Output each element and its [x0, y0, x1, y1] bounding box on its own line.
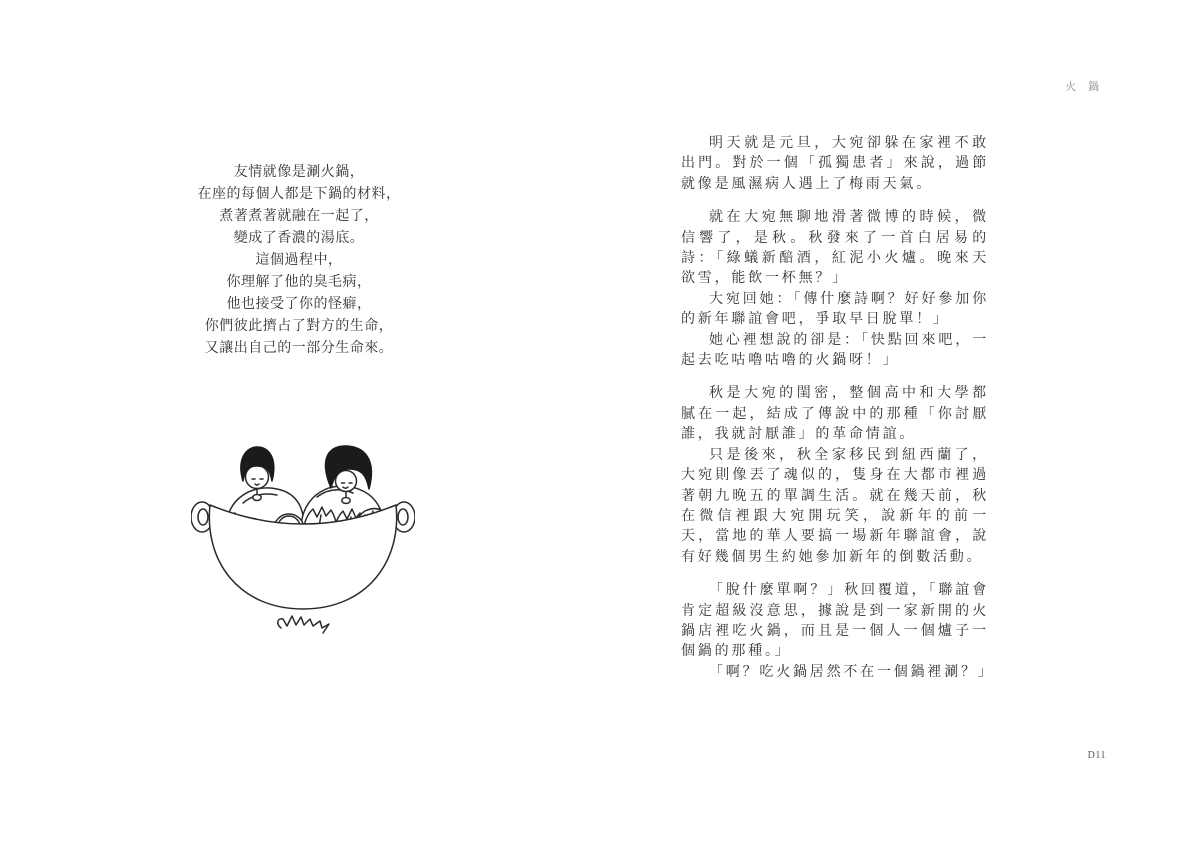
text-section — [681, 134, 989, 195]
text-section — [681, 581, 995, 683]
text-section — [681, 208, 989, 371]
poem-line: 煮著煮著就融在一起了， — [219, 209, 379, 224]
paragraph: 大宛回她：「傳什麼詩啊？好好參加你的新年聯誼會吧，爭取早日脫單！」 — [681, 291, 989, 328]
page-number: D11 — [1087, 750, 1106, 761]
paragraph: 明天就是元旦，大宛卻躲在家裡不敢出門。對於一個「孤獨患者」來說，過節就像是風濕病人遇上了梅雨天氣。 — [681, 136, 989, 192]
paragraph: 秋是大宛的閨密，整個高中和大學都膩在一起，結成了傳說中的那種「你討厭誰，我就討厭誰」的革命情誼。 — [681, 386, 989, 443]
paragraph: 她心裡想說的卻是：「快點回來吧，一起去吃咕嚕咕嚕的火鍋呀！」 — [681, 332, 989, 369]
paragraph: 只是後來，秋全家移民到紐西蘭了，大宛則像丟了魂似的，隻身在大都市裡過著朝九晚五的單調生活。就在幾天前，秋在微信裡跟大宛開玩笑，說新年的前一天，當地的華人要搞一場新年聯誼會，說有好幾個男生約她參加新年的倒數活動。 — [681, 447, 989, 565]
hotpot-illustration — [191, 441, 415, 641]
poem-line: 變成了香濃的湯底。 — [233, 231, 365, 246]
text-section — [681, 384, 989, 568]
poem — [149, 162, 449, 360]
poem-line: 他也接受了你的怪癖， — [226, 297, 372, 312]
poem-line: 這個過程中， — [255, 253, 343, 268]
poem-line: 友情就像是涮火鍋， — [233, 165, 365, 180]
hotpot-illustration-svg — [191, 441, 415, 641]
poem-line: 你理解了他的臭毛病， — [226, 275, 372, 290]
paragraph: 「啊？吃火鍋居然不在一個鍋裡涮？」 — [709, 664, 995, 680]
paragraph: 「脫什麼單啊？」秋回覆道，「聯誼會肯定超級沒意思，據說是到一家新開的火鍋店裡吃火鍋，而且是一個人一個爐子一個鍋的那種。」 — [681, 583, 989, 660]
poem-line: 又讓出自己的一部分生命來。 — [204, 341, 394, 356]
running-head: 火 鍋 — [1065, 81, 1100, 93]
poem-line: 你們彼此擠占了對方的生命， — [204, 319, 394, 334]
right-page — [681, 134, 995, 683]
flame-icon — [278, 616, 329, 633]
poem-line: 在座的每個人都是下鍋的材料， — [197, 187, 401, 202]
paragraph: 就在大宛無聊地滑著微博的時候，微信響了，是秋。秋發來了一首白居易的詩：「綠蟻新醅酒，紅泥小火爐。晚來天欲雪，能飲一杯無？」 — [681, 210, 989, 287]
